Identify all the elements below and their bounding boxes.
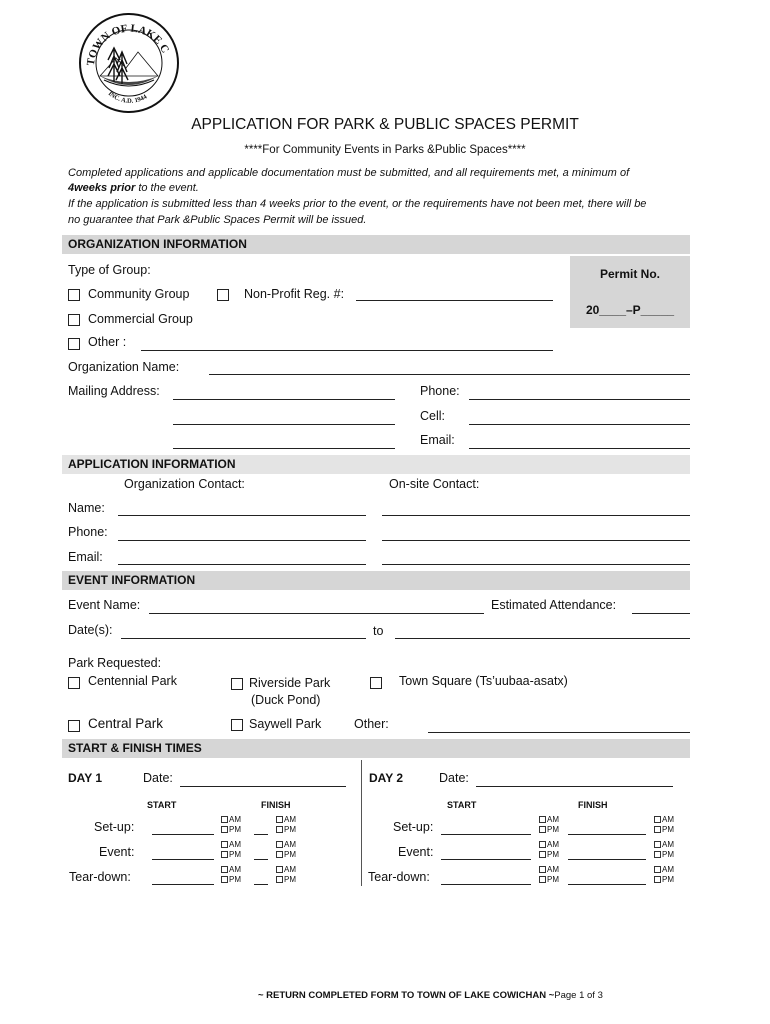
other-group-label: Other :	[88, 335, 127, 349]
day2-teardown-label: Tear-down:	[368, 870, 430, 884]
contact-phone-label: Phone:	[68, 525, 108, 539]
intro-line-2-rest: to the event.	[135, 182, 199, 194]
day2-event-start-ampm[interactable]: AM PM	[539, 840, 559, 860]
org-email-field[interactable]	[469, 448, 690, 449]
day1-setup-finish-field[interactable]	[254, 834, 268, 835]
section-header-event: EVENT INFORMATION	[62, 571, 690, 590]
logo-text-top: TOWN OF LAKE C	[84, 22, 172, 67]
non-profit-label: Non-Profit Reg. #:	[244, 287, 345, 301]
other-group-field[interactable]	[141, 350, 553, 351]
svg-text:INC. A.D. 1944	[107, 90, 149, 105]
day1-label: DAY 1	[68, 771, 103, 785]
saywell-park-label: Saywell Park	[249, 717, 322, 731]
riverside-park-sublabel: (Duck Pond)	[251, 693, 321, 707]
contact-email-label: Email:	[68, 550, 103, 564]
org-contact-email-field[interactable]	[118, 564, 366, 565]
event-name-field[interactable]	[149, 613, 484, 614]
org-contact-phone-field[interactable]	[118, 540, 366, 541]
day2-setup-label: Set-up:	[393, 820, 434, 834]
permit-number-box	[570, 256, 690, 328]
form-title: APPLICATION FOR PARK & PUBLIC SPACES PERMIT	[191, 116, 579, 133]
onsite-contact-phone-field[interactable]	[382, 540, 690, 541]
central-park-label: Central Park	[88, 716, 164, 731]
day2-teardown-start-ampm[interactable]: AM PM	[539, 865, 559, 885]
section-header-times: START & FINISH TIMES	[62, 739, 690, 758]
day1-event-start-field[interactable]	[152, 859, 214, 860]
riverside-park-label: Riverside Park	[249, 676, 331, 690]
day1-setup-start-ampm[interactable]: AM PM	[221, 815, 241, 835]
day2-setup-finish-ampm[interactable]: AM PM	[654, 815, 674, 835]
onsite-contact-email-field[interactable]	[382, 564, 690, 565]
mailing-address-field-3[interactable]	[173, 448, 395, 449]
section-header-application: APPLICATION INFORMATION	[62, 455, 690, 474]
commercial-group-checkbox[interactable]	[68, 314, 80, 326]
org-phone-label: Phone:	[420, 384, 460, 398]
day1-setup-label: Set-up:	[94, 820, 135, 834]
intro-line-2-bold: 4weeks prior	[68, 182, 136, 194]
intro-line-1: Completed applications and applicable documentation must be submitted, and all requirements met, a minimum of	[68, 167, 630, 179]
org-contact-name-field[interactable]	[118, 515, 366, 516]
day-divider	[361, 760, 362, 886]
day1-finish-header: FINISH	[261, 800, 291, 810]
logo-text-bottom: INC. A.D. 1944	[106, 90, 149, 105]
org-contact-label: Organization Contact:	[124, 477, 245, 491]
town-square-label: Town Square (Ts’uubaa-asatx)	[399, 674, 568, 688]
estimated-attendance-label: Estimated Attendance:	[491, 598, 617, 612]
riverside-park-checkbox[interactable]	[231, 678, 243, 690]
day2-teardown-start-field[interactable]	[441, 884, 531, 885]
estimated-attendance-field[interactable]	[632, 613, 690, 614]
day1-event-label: Event:	[99, 845, 135, 859]
org-email-label: Email:	[420, 433, 455, 447]
day1-teardown-finish-ampm[interactable]: AM PM	[276, 865, 296, 885]
commercial-group-label: Commercial Group	[88, 312, 193, 326]
community-group-checkbox[interactable]	[68, 289, 80, 301]
day2-teardown-finish-ampm[interactable]: AM PM	[654, 865, 674, 885]
park-requested-label: Park Requested:	[68, 656, 162, 670]
contact-name-label: Name:	[68, 501, 105, 515]
town-square-checkbox[interactable]	[370, 677, 382, 689]
footer-page-text: Page 1 of 3	[554, 990, 603, 1001]
day1-teardown-label: Tear-down:	[69, 870, 131, 884]
organization-name-label: Organization Name:	[68, 360, 180, 374]
day2-date-field[interactable]	[476, 786, 673, 787]
centennial-park-checkbox[interactable]	[68, 677, 80, 689]
day1-setup-finish-ampm[interactable]: AM PM	[276, 815, 296, 835]
community-group-label: Community Group	[88, 287, 190, 301]
day2-setup-finish-field[interactable]	[568, 834, 646, 835]
other-group-checkbox[interactable]	[68, 338, 80, 350]
day1-date-field[interactable]	[180, 786, 346, 787]
event-dates-to-label: to	[373, 624, 384, 638]
org-cell-field[interactable]	[469, 424, 690, 425]
mailing-address-field-2[interactable]	[173, 424, 395, 425]
central-park-checkbox[interactable]	[68, 720, 80, 732]
onsite-contact-label: On-site Contact:	[389, 477, 480, 491]
day1-start-header: START	[147, 800, 177, 810]
mailing-address-field-1[interactable]	[173, 399, 395, 400]
saywell-park-checkbox[interactable]	[231, 719, 243, 731]
event-dates-label: Date(s):	[68, 623, 113, 637]
footer-return-text: ~ RETURN COMPLETED FORM TO TOWN OF LAKE COWICHAN ~	[258, 990, 555, 1001]
event-name-label: Event Name:	[68, 598, 141, 612]
day2-event-finish-ampm[interactable]: AM PM	[654, 840, 674, 860]
permit-number-format: 20____–P_____	[585, 303, 675, 317]
mailing-address-label: Mailing Address:	[68, 384, 160, 398]
form-subtitle: ****For Community Events in Parks &Public Spaces****	[244, 144, 526, 156]
day2-finish-header: FINISH	[578, 800, 608, 810]
day1-event-finish-ampm[interactable]: AM PM	[276, 840, 296, 860]
event-date-from-field[interactable]	[121, 638, 366, 639]
day1-event-finish-field[interactable]	[254, 859, 268, 860]
day1-setup-start-field[interactable]	[152, 834, 214, 835]
day2-label: DAY 2	[369, 771, 404, 785]
centennial-park-label: Centennial Park	[88, 674, 177, 688]
day2-setup-start-field[interactable]	[441, 834, 531, 835]
non-profit-reg-field[interactable]	[356, 300, 553, 301]
day2-event-label: Event:	[398, 845, 434, 859]
org-phone-field[interactable]	[469, 399, 690, 400]
day2-teardown-finish-field[interactable]	[568, 884, 646, 885]
day1-teardown-finish-field[interactable]	[254, 884, 268, 885]
day1-teardown-start-ampm[interactable]: AM PM	[221, 865, 241, 885]
org-cell-label: Cell:	[420, 409, 446, 423]
onsite-contact-name-field[interactable]	[382, 515, 690, 516]
town-logo	[78, 12, 180, 114]
day2-event-start-field[interactable]	[441, 859, 531, 860]
other-park-label: Other:	[354, 717, 389, 731]
non-profit-checkbox[interactable]	[217, 289, 229, 301]
intro-line-4: no guarantee that Park &Public Spaces Permit will be issued.	[68, 214, 367, 226]
day2-start-header: START	[447, 800, 477, 810]
intro-line-3: If the application is submitted less than 4 weeks prior to the event, or the requirements have not been met, there will be	[68, 198, 647, 210]
section-header-organization: ORGANIZATION INFORMATION	[62, 235, 690, 254]
day2-date-label: Date:	[439, 771, 469, 785]
day2-event-finish-field[interactable]	[568, 859, 646, 860]
day1-teardown-start-field[interactable]	[152, 884, 214, 885]
event-date-to-field[interactable]	[395, 638, 690, 639]
day1-event-start-ampm[interactable]: AM PM	[221, 840, 241, 860]
day1-date-label: Date:	[143, 771, 173, 785]
type-of-group-label: Type of Group:	[68, 263, 151, 277]
permit-number-label: Permit No.	[599, 267, 660, 281]
organization-name-field[interactable]	[209, 374, 690, 375]
other-park-field[interactable]	[428, 732, 690, 733]
footer	[258, 990, 603, 1001]
intro-line-2	[68, 182, 199, 194]
day2-setup-start-ampm[interactable]: AM PM	[539, 815, 559, 835]
